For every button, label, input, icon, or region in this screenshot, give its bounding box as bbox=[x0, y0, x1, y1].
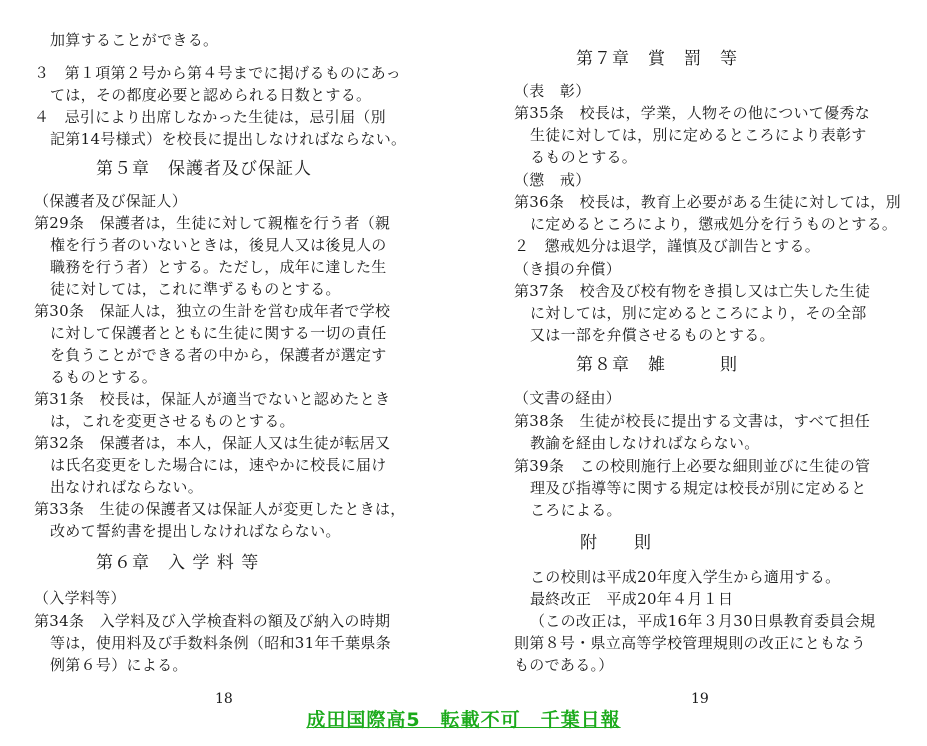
text-line: 生徒に対しては，別に定めるところにより表彰す bbox=[530, 126, 867, 144]
text-line: 例第６号）による。 bbox=[50, 656, 188, 674]
text-line: 第35条 校長は，学業，人物その他について優秀な bbox=[514, 104, 870, 122]
section-caption: （入学料等） bbox=[34, 589, 126, 607]
text-line: 則第８号・県立高等学校管理規則の改正にともなう bbox=[514, 634, 866, 652]
text-line: 出なければならない。 bbox=[50, 478, 204, 496]
section-caption: （保護者及び保証人） bbox=[34, 192, 188, 210]
text-line: 第39条 この校則施行上必要な細則並びに生徒の管 bbox=[514, 457, 871, 475]
text-line: に対しては，別に定めるところにより，その全部 bbox=[530, 304, 867, 322]
text-line: 加算することができる。 bbox=[50, 31, 219, 49]
footer-watermark: 成田国際高5 転載不可 千葉日報 bbox=[306, 709, 621, 731]
text-line: るものとする。 bbox=[50, 368, 158, 386]
chapter-heading: 第７章 賞 罰 等 bbox=[576, 49, 738, 69]
text-line: るものとする。 bbox=[530, 148, 638, 166]
text-line: ては，その都度必要と認められる日数とする。 bbox=[50, 86, 372, 104]
text-line: 最終改正 平成20年４月１日 bbox=[530, 590, 734, 608]
text-line: 第36条 校長は，教育上必要がある生徒に対しては，別 bbox=[514, 193, 901, 211]
page-number: 19 bbox=[691, 691, 709, 707]
section-caption: （き損の弁償） bbox=[514, 260, 622, 278]
text-line: 第32条 保護者は，本人，保証人又は生徒が転居又 bbox=[34, 434, 391, 452]
text-line: に定めるところにより，懲戒処分を行うものとする。 bbox=[530, 215, 898, 233]
text-line: 理及び指導等に関する規定は校長が別に定めると bbox=[530, 479, 867, 497]
text-line: ころによる。 bbox=[530, 501, 622, 519]
text-line: ３ 第１項第２号から第４号までに掲げるものにあっ bbox=[34, 64, 402, 82]
text-line: 第30条 保証人は，独立の生計を営む成年者で学校 bbox=[34, 302, 391, 320]
text-line: を負うことができる者の中から，保護者が選定す bbox=[50, 346, 387, 364]
section-caption: （文書の経由） bbox=[514, 389, 622, 407]
text-line: 第37条 校舎及び校有物をき損し又は亡失した生徒 bbox=[514, 282, 871, 300]
text-line: ２ 懲戒処分は退学，謹慎及び訓告とする。 bbox=[514, 237, 821, 255]
text-line: 改めて誓約書を提出しなければならない。 bbox=[50, 522, 341, 540]
text-line: ４ 忌引により出席しなかった生徒は，忌引届（別 bbox=[34, 108, 386, 126]
text-line: に対して保護者とともに生徒に関する一切の責任 bbox=[50, 324, 387, 342]
page-number: 18 bbox=[215, 691, 233, 707]
text-line: は，これを変更させるものとする。 bbox=[50, 412, 295, 430]
text-line: 教諭を経由しなければならない。 bbox=[530, 434, 760, 452]
text-line: 第31条 校長は，保証人が適当でないと認めたとき bbox=[34, 390, 391, 408]
supplementary-heading: 附 則 bbox=[580, 533, 652, 553]
text-line: 第29条 保護者は，生徒に対して親権を行う者（親 bbox=[34, 214, 391, 232]
section-caption: （懲 戒） bbox=[514, 171, 591, 189]
text-line: 記第14号様式）を校長に提出しなければならない。 bbox=[50, 130, 407, 148]
text-line: 徒に対しては，これに準ずるものとする。 bbox=[50, 280, 341, 298]
text-line: この校則は平成20年度入学生から適用する。 bbox=[530, 568, 841, 586]
text-line: 権を行う者のいないときは，後見人又は後見人の bbox=[50, 236, 387, 254]
chapter-heading: 第８章 雑 則 bbox=[576, 355, 738, 375]
text-line: 等は，使用料及び手数料条例（昭和31年千葉県条 bbox=[50, 634, 391, 652]
chapter-heading: 第６章 入 学 料 等 bbox=[96, 553, 260, 573]
text-line: 第34条 入学料及び入学検査料の額及び納入の時期 bbox=[34, 612, 391, 630]
chapter-heading: 第５章 保護者及び保証人 bbox=[96, 159, 312, 179]
text-line: 第33条 生徒の保護者又は保証人が変更したときは， bbox=[34, 500, 406, 518]
text-line: 第38条 生徒が校長に提出する文書は，すべて担任 bbox=[514, 412, 870, 430]
text-line: は氏名変更をした場合には，速やかに校長に届け bbox=[50, 456, 387, 474]
text-line: 職務を行う者）とする。ただし，成年に達した生 bbox=[50, 258, 387, 276]
text-line: ものである。） bbox=[514, 656, 614, 674]
text-line: 又は一部を弁償させるものとする。 bbox=[530, 326, 775, 344]
text-line: （この改正は，平成16年３月30日県教育委員会規 bbox=[530, 612, 876, 630]
section-caption: （表 彰） bbox=[514, 82, 591, 100]
